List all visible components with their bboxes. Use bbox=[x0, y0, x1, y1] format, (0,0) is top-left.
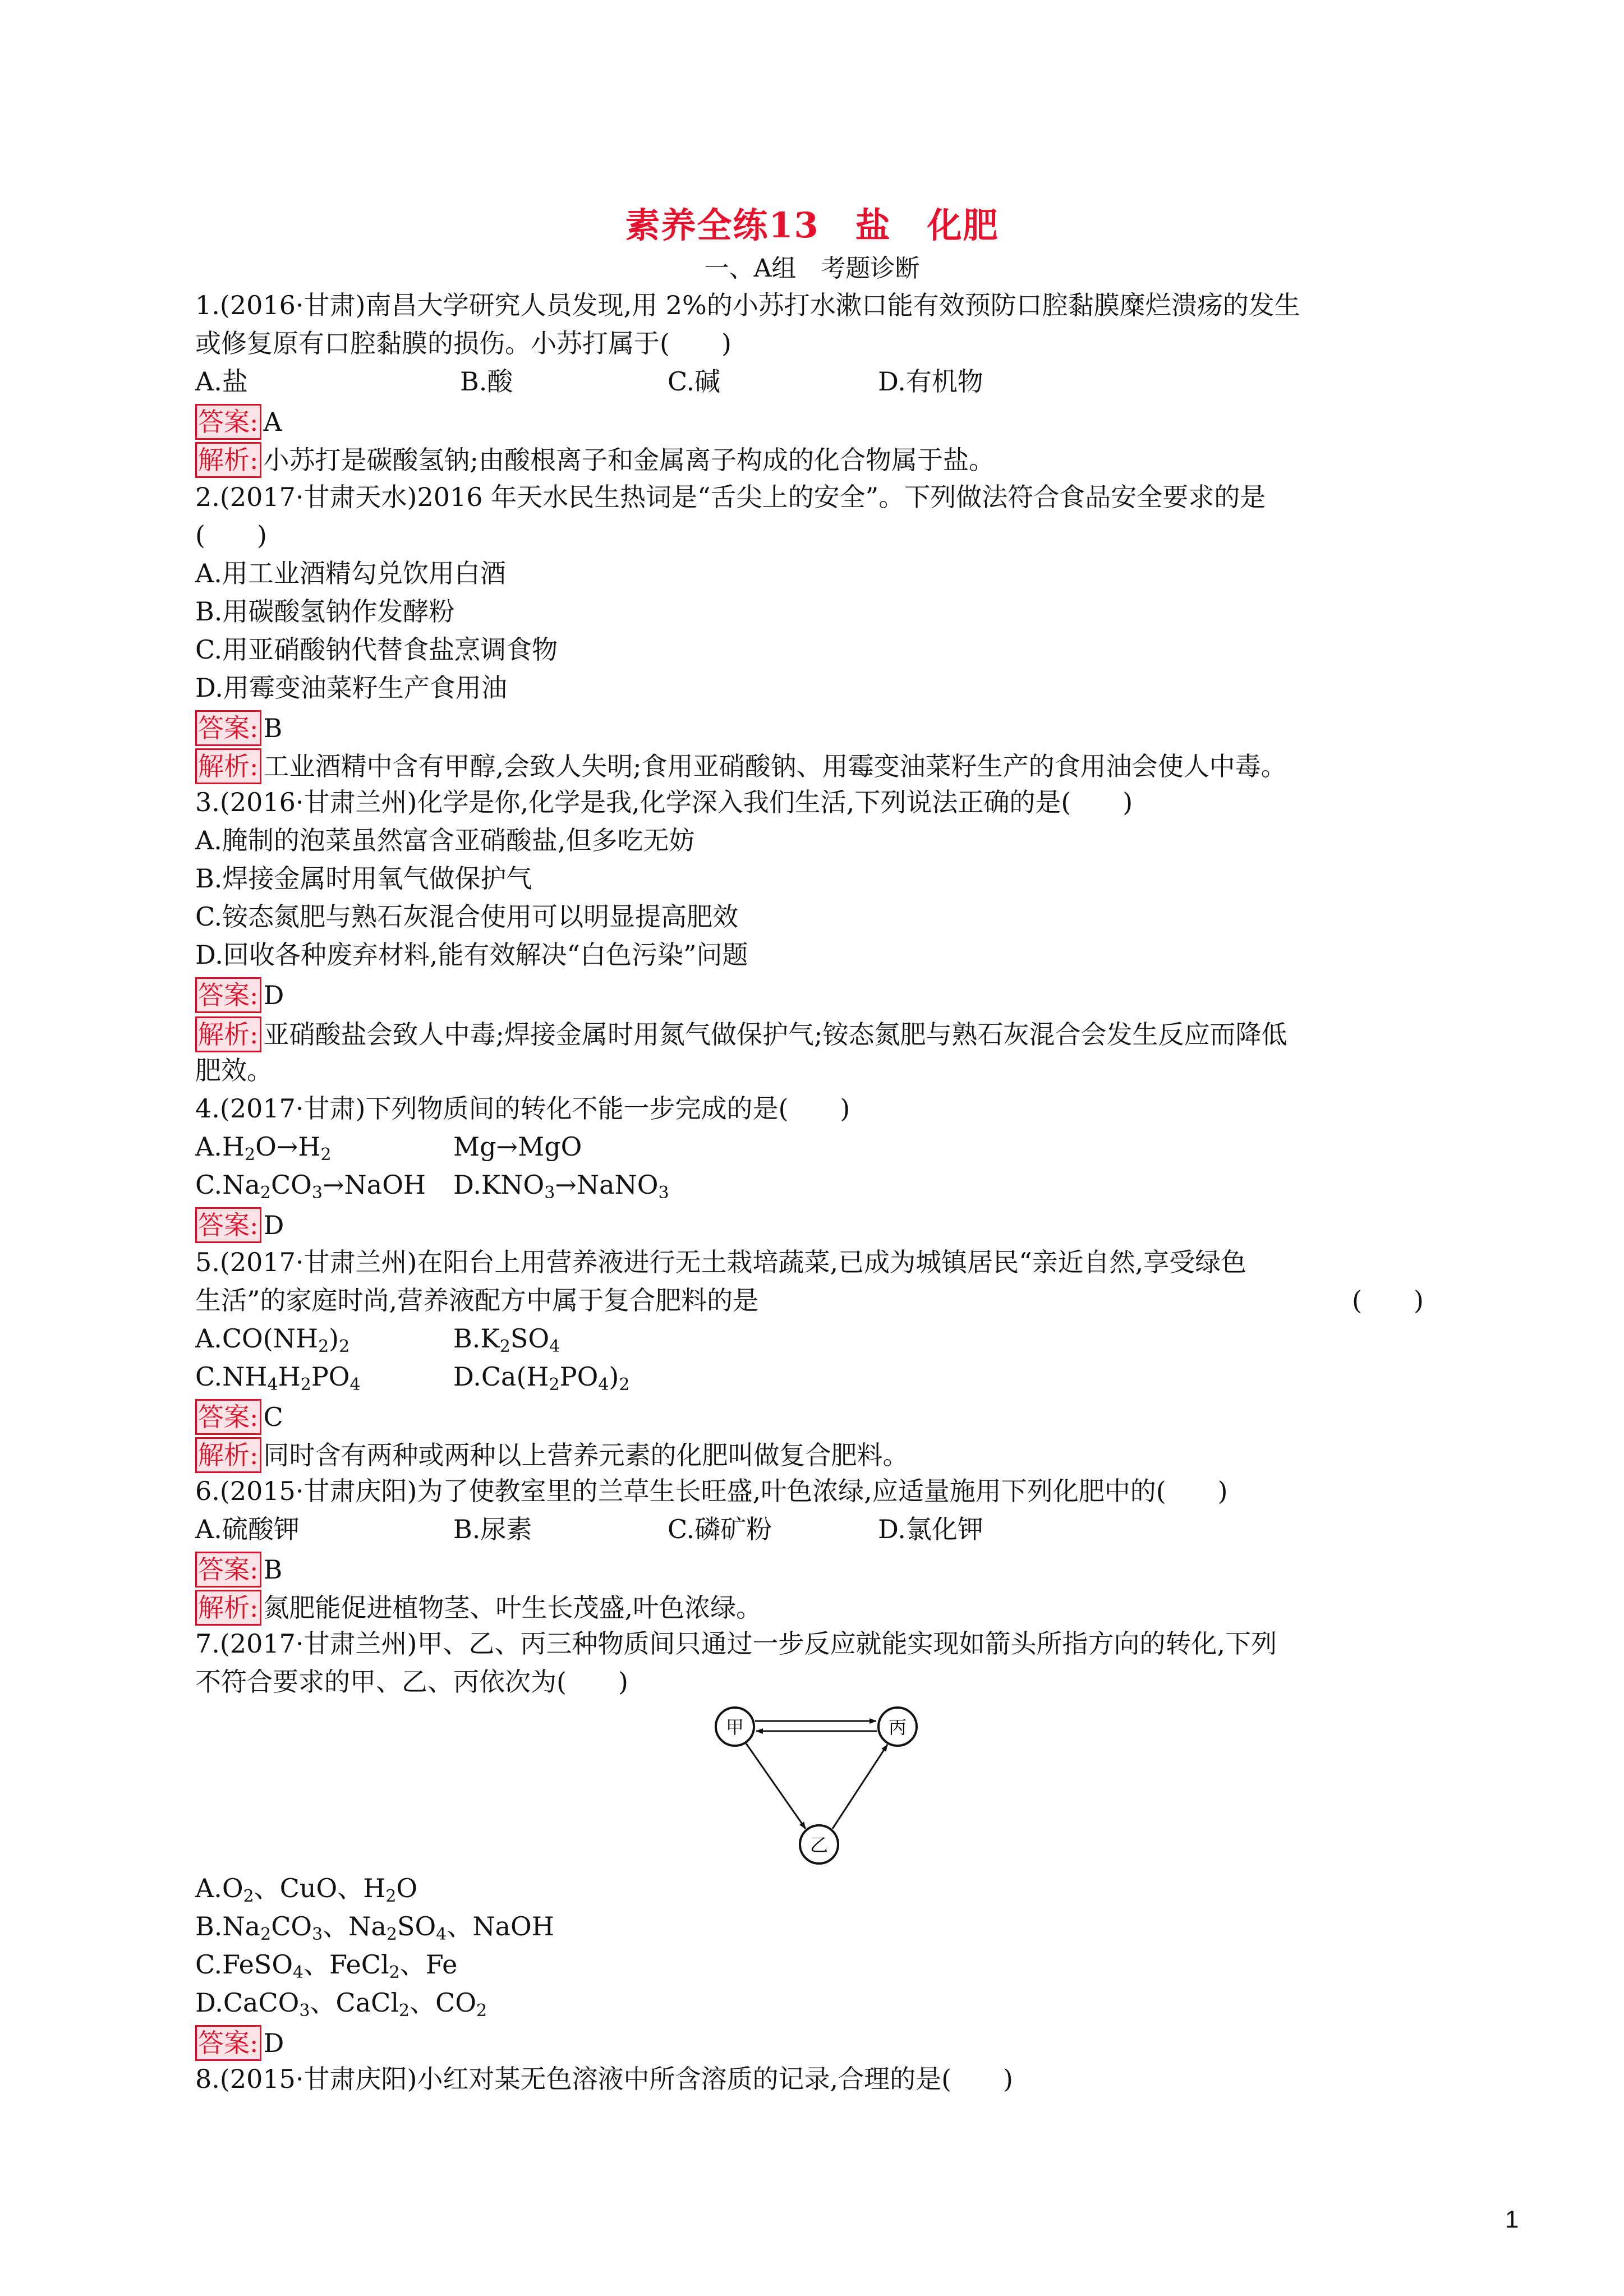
q4-option-d: $D.KNO_3\to NaNO_3$ bbox=[453, 1170, 669, 1203]
arrow-yi-to-bing bbox=[832, 1745, 887, 1829]
q2-stem-line1: 2.(2017·甘肃天水)2016 年天水民生热词是“舌尖上的安全”。下列做法符合食品安全要求的是 bbox=[195, 482, 1266, 512]
answer-label: 答案: bbox=[195, 404, 261, 440]
q3-option-c: C.铵态氮肥与熟石灰混合使用可以明显提高肥效 bbox=[195, 901, 739, 932]
analysis-label: 解析: bbox=[195, 748, 261, 784]
q4-option-a: $A.H_2O\to H_2$ bbox=[195, 1131, 332, 1165]
arrow-jia-to-yi bbox=[746, 1743, 806, 1829]
q7-option-b: $B.Na_2CO_3$、$Na_2SO_4$、NaOH bbox=[195, 1911, 554, 1944]
q3-answer: D bbox=[263, 980, 284, 1010]
q3-analysis-line1: 亚硝酸盐会致人中毒;焊接金属时用氮气做保护气;铵态氮肥与熟石灰混合会发生反应而降低 bbox=[263, 1019, 1287, 1050]
q3-option-a: A.腌制的泡菜虽然富含亚硝酸盐,但多吃无妨 bbox=[195, 825, 695, 855]
answer-label: 答案: bbox=[195, 2025, 261, 2061]
q6-answer: B bbox=[263, 1554, 283, 1585]
q1-option-a: A.盐 bbox=[195, 366, 248, 397]
q5-answer-blank: ( ) bbox=[1352, 1285, 1424, 1315]
q7-answer-row bbox=[195, 2022, 284, 2060]
q1-option-d: D.有机物 bbox=[878, 366, 983, 397]
q7-stem-line2: 不符合要求的甲、乙、丙依次为( ) bbox=[195, 1667, 628, 1697]
q2-option-d: D.用霉变油菜籽生产食用油 bbox=[195, 673, 507, 703]
q3-option-d: D.回收各种废弃材料,能有效解决“白色污染”问题 bbox=[195, 940, 748, 970]
q7-stem-line1: 7.(2017·甘肃兰州)甲、乙、丙三种物质间只通过一步反应就能实现如箭头所指方向的转化,下列 bbox=[195, 1628, 1277, 1659]
q4-option-b: Mg→MgO bbox=[453, 1131, 582, 1162]
q1-option-c: C.碱 bbox=[668, 366, 721, 397]
q4-answer: D bbox=[263, 1210, 284, 1240]
answer-label: 答案: bbox=[195, 1399, 261, 1435]
q3-answer-row bbox=[195, 974, 284, 1012]
q5-stem-line2: 生活”的家庭时尚,营养液配方中属于复合肥料的是 bbox=[195, 1285, 759, 1315]
answer-label: 答案: bbox=[195, 1552, 261, 1588]
q6-analysis-row bbox=[195, 1586, 762, 1625]
answer-label: 答案: bbox=[195, 977, 261, 1013]
q5-stem-line1: 5.(2017·甘肃兰州)在阳台上用营养液进行无土栽培蔬菜,已成为城镇居民“亲近自然,享受绿色 bbox=[195, 1247, 1247, 1277]
q3-analysis-row bbox=[195, 1013, 1287, 1051]
q5-answer: C bbox=[263, 1402, 283, 1432]
analysis-label: 解析: bbox=[195, 442, 261, 478]
transformation-diagram bbox=[701, 1682, 937, 1872]
q3-option-b: B.焊接金属时用氧气做保护气 bbox=[195, 863, 532, 894]
q1-option-b: B.酸 bbox=[460, 366, 513, 397]
node-bing: 丙 bbox=[888, 1717, 907, 1738]
q4-answer-row bbox=[195, 1204, 284, 1242]
q2-stem-line2: ( ) bbox=[195, 520, 267, 550]
q5-analysis-row bbox=[195, 1434, 909, 1472]
page-number: 1 bbox=[1505, 2206, 1519, 2233]
q7-option-d: D.CaCO$_3$、CaCl$_2$、$CO_2$ bbox=[195, 1987, 487, 2021]
analysis-label: 解析: bbox=[195, 1016, 261, 1052]
q4-option-c: $C.Na_2CO_3\to NaOH$ bbox=[195, 1170, 426, 1203]
q6-option-c: C.磷矿粉 bbox=[668, 1514, 772, 1544]
q2-answer: B bbox=[263, 713, 283, 743]
q6-option-a: A.硫酸钾 bbox=[195, 1514, 300, 1544]
q7-option-c: C.FeSO$_4$、FeCl$_2$、Fe bbox=[195, 1949, 458, 1982]
q2-option-c: C.用亚硝酸钠代替食盐烹调食物 bbox=[195, 634, 558, 665]
q6-stem: 6.(2015·甘肃庆阳)为了使教室里的兰草生长旺盛,叶色浓绿,应适量施用下列化肥中的( ) bbox=[195, 1476, 1228, 1506]
q1-answer-row bbox=[195, 401, 282, 439]
q1-analysis: 小苏打是碳酸氢钠;由酸根离子和金属离子构成的化合物属于盐。 bbox=[263, 445, 995, 475]
analysis-label: 解析: bbox=[195, 1590, 261, 1626]
answer-label: 答案: bbox=[195, 1207, 261, 1243]
q5-option-b: $B.K_2SO_4$ bbox=[453, 1323, 560, 1356]
q4-stem: 4.(2017·甘肃)下列物质间的转化不能一步完成的是( ) bbox=[195, 1093, 850, 1124]
q2-answer-row bbox=[195, 707, 282, 745]
q3-analysis-line2: 肥效。 bbox=[195, 1055, 273, 1085]
q2-option-b: B.用碳酸氢钠作发酵粉 bbox=[195, 596, 455, 627]
q1-stem-line1: 1.(2016·甘肃)南昌大学研究人员发现,用 2%的小苏打水漱口能有效预防口腔黏膜糜烂溃疡的发生 bbox=[195, 290, 1300, 320]
q5-analysis: 同时含有两种或两种以上营养元素的化肥叫做复合肥料。 bbox=[263, 1440, 909, 1470]
node-yi: 乙 bbox=[809, 1834, 829, 1856]
section-heading: 一、A组 考题诊断 bbox=[704, 254, 920, 283]
q1-analysis-row bbox=[195, 439, 995, 477]
analysis-label: 解析: bbox=[195, 1437, 261, 1473]
q1-stem-line2: 或修复原有口腔黏膜的损伤。小苏打属于( ) bbox=[195, 328, 732, 358]
q6-answer-row bbox=[195, 1548, 282, 1586]
q2-option-a: A.用工业酒精勾兑饮用白酒 bbox=[195, 558, 506, 588]
q6-option-b: B.尿素 bbox=[453, 1514, 532, 1544]
q7-answer: D bbox=[263, 2028, 284, 2058]
q2-analysis-row bbox=[195, 745, 1287, 783]
q8-stem: 8.(2015·甘肃庆阳)小红对某无色溶液中所含溶质的记录,合理的是( ) bbox=[195, 2064, 1013, 2094]
q1-answer: A bbox=[263, 407, 282, 437]
q6-analysis: 氮肥能促进植物茎、叶生长茂盛,叶色浓绿。 bbox=[263, 1593, 762, 1623]
page-title: 素养全练13 盐 化肥 bbox=[625, 205, 999, 246]
q2-analysis: 工业酒精中含有甲醇,会致人失明;食用亚硝酸钠、用霉变油菜籽生产的食用油会使人中毒。 bbox=[263, 751, 1287, 781]
q6-option-d: D.氯化钾 bbox=[878, 1514, 983, 1544]
q3-stem: 3.(2016·甘肃兰州)化学是你,化学是我,化学深入我们生活,下列说法正确的是( ) bbox=[195, 787, 1133, 817]
q5-option-a: $A.CO(NH_2)_2$ bbox=[195, 1323, 350, 1356]
q5-answer-row bbox=[195, 1396, 283, 1434]
answer-label: 答案: bbox=[195, 710, 261, 746]
q5-option-d: $D.Ca(H_2PO_4)_2$ bbox=[453, 1361, 630, 1395]
q5-option-c: $C.NH_4H_2PO_4$ bbox=[195, 1361, 361, 1395]
q7-option-a: $A.O_2$、CuO、$H_2O$ bbox=[195, 1873, 418, 1906]
node-jia: 甲 bbox=[725, 1717, 744, 1738]
